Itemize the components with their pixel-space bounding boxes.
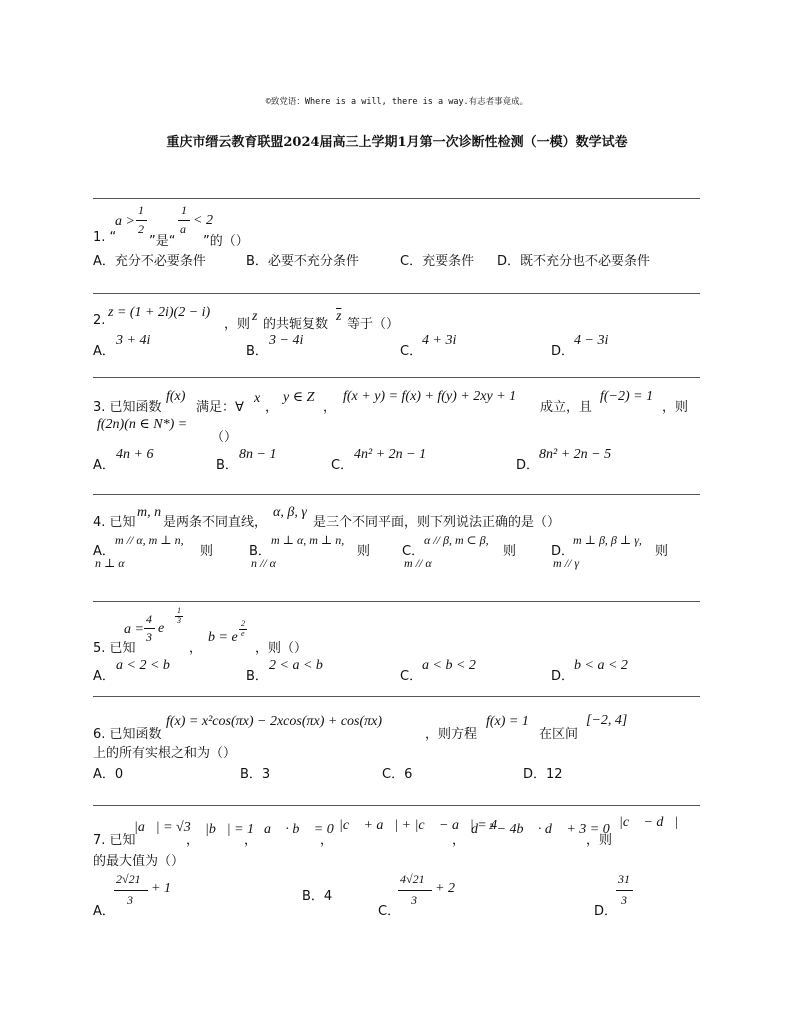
q1-half-num: 1 bbox=[138, 203, 144, 217]
q3-condition: f(−2) = 1 bbox=[600, 389, 654, 404]
option-a-tail[interactable]: + 1 bbox=[151, 881, 171, 896]
fraction-bar bbox=[616, 890, 633, 891]
option-d[interactable]: D．12 bbox=[523, 767, 563, 782]
q4-abg: α, β, γ bbox=[273, 505, 307, 520]
q5-exp-num: 1 bbox=[177, 606, 181, 615]
q3-prefix: 3. 已知函数 bbox=[93, 400, 162, 415]
option-c-label[interactable]: C． bbox=[331, 458, 354, 473]
option-c-label[interactable]: C． bbox=[378, 904, 401, 919]
option-d-value[interactable]: 8n² + 2n − 5 bbox=[539, 447, 612, 462]
option-a-label[interactable]: A． bbox=[93, 344, 115, 359]
option-b-label[interactable]: B． bbox=[246, 344, 268, 359]
option-d-num[interactable]: 31 bbox=[618, 872, 630, 886]
option-d-line-1[interactable]: m ⊥ β, β ⊥ γ, bbox=[573, 533, 642, 547]
option-c-line-1[interactable]: α // β, m ⊂ β, bbox=[424, 533, 489, 547]
q5-a: a = bbox=[124, 622, 144, 637]
option-b[interactable]: B．必要不充分条件 bbox=[246, 254, 359, 269]
divider bbox=[93, 198, 700, 199]
option-d-label[interactable]: D． bbox=[551, 344, 575, 359]
option-a-value[interactable]: 4n + 6 bbox=[116, 447, 154, 462]
q5-bexp-num: 2 bbox=[241, 619, 245, 628]
option-d-label[interactable]: D． bbox=[551, 669, 575, 684]
q7-text-5: ，则 bbox=[586, 833, 613, 848]
option-a-value[interactable]: a < 2 < b bbox=[116, 658, 170, 673]
q5-exp-den: 3 bbox=[177, 616, 181, 625]
q7-prefix: 7. 已知 bbox=[93, 833, 136, 848]
q3-text-1: 满足：∀ bbox=[196, 400, 244, 415]
option-d-value[interactable]: b < a < 2 bbox=[574, 658, 628, 673]
option-c[interactable]: C．充要条件 bbox=[400, 254, 475, 269]
option-b-value[interactable]: 8n − 1 bbox=[239, 447, 277, 462]
q1-b-den: a bbox=[180, 222, 186, 236]
option-a-line-2[interactable]: n ⊥ α bbox=[95, 556, 125, 570]
divider bbox=[93, 293, 700, 294]
option-a-label[interactable]: A． bbox=[93, 458, 115, 473]
q3-paren: （） bbox=[211, 430, 238, 445]
option-a-den[interactable]: 3 bbox=[127, 893, 133, 907]
q4-mn: m, n bbox=[137, 505, 162, 520]
q1-prefix: 1. “ bbox=[93, 230, 117, 245]
option-b-value[interactable]: 3 − 4i bbox=[269, 333, 304, 348]
option-c-then: 则 bbox=[503, 544, 517, 559]
option-d-then: 则 bbox=[655, 544, 669, 559]
option-c-value[interactable]: 4 + 3i bbox=[422, 333, 457, 348]
q3-function: f(x) bbox=[166, 389, 186, 404]
option-a-num[interactable]: 2√21 bbox=[116, 872, 141, 886]
q3-text-2: ， bbox=[265, 400, 279, 415]
q3-equation: f(x + y) = f(x) + f(y) + 2xy + 1 bbox=[343, 389, 517, 404]
q6-interval: [−2, 4] bbox=[586, 713, 628, 728]
q7-text-1: ， bbox=[186, 833, 200, 848]
q2-mid: ，则 bbox=[224, 317, 251, 332]
exam-title: 重庆市缙云教育联盟2024届高三上学期1月第一次诊断性检测（一模）数学试卷 bbox=[166, 135, 628, 150]
fraction-bar bbox=[398, 890, 432, 891]
q2-prefix: 2. bbox=[93, 313, 106, 328]
fraction-bar bbox=[136, 220, 147, 221]
option-b[interactable]: B．3 bbox=[240, 767, 271, 782]
option-c-value[interactable]: a < b < 2 bbox=[422, 658, 476, 673]
option-c[interactable]: C．6 bbox=[382, 767, 413, 782]
option-d-label[interactable]: D． bbox=[551, 544, 575, 559]
option-b-then: 则 bbox=[357, 544, 371, 559]
q1-mid: ”是“ bbox=[149, 234, 176, 249]
q3-x: x bbox=[254, 391, 261, 406]
option-c-value[interactable]: 4n² + 2n − 1 bbox=[354, 447, 427, 462]
option-d-label[interactable]: D． bbox=[516, 458, 540, 473]
option-b[interactable]: B．4 bbox=[302, 889, 333, 904]
option-a-line-1[interactable]: m // α, m ⊥ n, bbox=[115, 533, 184, 547]
q5-b: b = e bbox=[208, 630, 238, 645]
option-a-label[interactable]: A． bbox=[93, 544, 115, 559]
q5-num: 4 bbox=[146, 612, 152, 626]
q7-ab: a⃗ · b⃗ = 0 bbox=[264, 822, 334, 837]
option-b-label[interactable]: B． bbox=[249, 544, 271, 559]
motto-text: ©致党语：Where is a will, there is a way.有志者事竟成。 bbox=[265, 97, 529, 107]
option-b-value[interactable]: 2 < a < b bbox=[269, 658, 323, 673]
q6-function: f(x) = x²cos(πx) − 2xcos(πx) + cos(πx) bbox=[166, 714, 383, 729]
q2-expression: z = (1 + 2i)(2 − i) bbox=[108, 305, 211, 320]
divider bbox=[93, 494, 700, 495]
q4-text-1: 是两条不同直线， bbox=[163, 515, 268, 530]
divider bbox=[93, 805, 700, 806]
q1-suffix: ”的（） bbox=[203, 234, 249, 249]
q5-text-1: ， bbox=[189, 641, 203, 656]
option-b-label[interactable]: B． bbox=[246, 669, 268, 684]
q1-a-gt: a > bbox=[115, 214, 135, 229]
q5-bexp-den: e bbox=[241, 629, 245, 638]
fraction-bar bbox=[178, 220, 190, 221]
q7-cd: |c⃗ − d⃗| bbox=[619, 815, 679, 830]
q7-a: |a⃗| = √3 bbox=[134, 820, 191, 835]
q2-text: 的共轭复数 bbox=[263, 317, 329, 332]
option-c-num[interactable]: 4√21 bbox=[400, 872, 425, 886]
option-d-den[interactable]: 3 bbox=[621, 893, 627, 907]
option-a-value[interactable]: 3 + 4i bbox=[116, 333, 151, 348]
q7-text-4: ， bbox=[452, 833, 466, 848]
option-d-line-2[interactable]: m // γ bbox=[553, 556, 580, 570]
q1-b-num: 1 bbox=[181, 203, 187, 217]
q6-text-1: ，则方程 bbox=[425, 727, 478, 742]
q5-e: e bbox=[158, 621, 165, 636]
q4-prefix: 4. 已知 bbox=[93, 515, 136, 530]
option-c-label[interactable]: C． bbox=[400, 344, 423, 359]
q7-d: d⃗² − 4b⃗ · d⃗ + 3 = 0 bbox=[471, 822, 610, 837]
q4-text-2: 是三个不同平面，则下列说法正确的是（） bbox=[313, 515, 561, 530]
q2-suffix: 等于（） bbox=[347, 317, 400, 332]
option-c-den[interactable]: 3 bbox=[411, 893, 417, 907]
q3-line-2: f(2n)(n ∈ N*) = bbox=[97, 417, 188, 432]
q7-text-2: ， bbox=[244, 833, 258, 848]
q1-half-den: 2 bbox=[138, 222, 144, 236]
fraction-bar bbox=[114, 890, 148, 891]
option-a-label[interactable]: A． bbox=[93, 904, 115, 919]
q7-text-3: ， bbox=[320, 833, 334, 848]
option-d-label[interactable]: D． bbox=[594, 904, 618, 919]
option-d[interactable]: D．既不充分也不必要条件 bbox=[497, 254, 651, 269]
q3-text-5: ，则 bbox=[662, 400, 689, 415]
q2-z: z bbox=[252, 309, 258, 324]
q5-text-2: ，则（） bbox=[255, 641, 308, 656]
divider bbox=[93, 696, 700, 697]
fraction-bar bbox=[144, 628, 155, 629]
q6-text-2: 在区间 bbox=[539, 727, 579, 742]
q6-equation: f(x) = 1 bbox=[486, 714, 529, 729]
divider bbox=[93, 377, 700, 378]
q6-prefix: 6. 已知函数 bbox=[93, 727, 162, 742]
option-b-line-2[interactable]: n // α bbox=[251, 556, 276, 570]
q1-b-rel: < 2 bbox=[193, 213, 213, 228]
q3-y: y ∈ Z bbox=[283, 390, 315, 405]
q6-line-2: 上的所有实根之和为（） bbox=[93, 746, 237, 761]
option-a-then: 则 bbox=[200, 544, 214, 559]
option-b-label[interactable]: B． bbox=[216, 458, 238, 473]
option-b-line-1[interactable]: m ⊥ α, m ⊥ n, bbox=[271, 533, 345, 547]
option-d-value[interactable]: 4 − 3i bbox=[574, 333, 609, 348]
q5-den: 3 bbox=[146, 630, 152, 644]
q5-prefix: 5. 已知 bbox=[93, 641, 136, 656]
option-a-label[interactable]: A． bbox=[93, 669, 115, 684]
option-c-tail[interactable]: + 2 bbox=[435, 881, 455, 896]
q7-b: |b⃗| = 1 bbox=[205, 822, 255, 837]
q7-c: |c⃗ + a⃗| + |c⃗ − a⃗| = 4 bbox=[339, 818, 498, 833]
divider bbox=[93, 601, 700, 602]
q2-zbar: $\overline{z}$ bbox=[336, 309, 342, 324]
option-a[interactable]: A．充分不必要条件 bbox=[93, 254, 206, 269]
q3-text-4: 成立，且 bbox=[540, 400, 593, 415]
option-c-line-2[interactable]: m // α bbox=[404, 556, 432, 570]
option-a[interactable]: A．0 bbox=[93, 767, 124, 782]
q7-line-2: 的最大值为（） bbox=[93, 854, 185, 869]
option-c-label[interactable]: C． bbox=[400, 669, 423, 684]
option-c-label[interactable]: C． bbox=[402, 544, 425, 559]
q3-text-3: ， bbox=[323, 400, 337, 415]
